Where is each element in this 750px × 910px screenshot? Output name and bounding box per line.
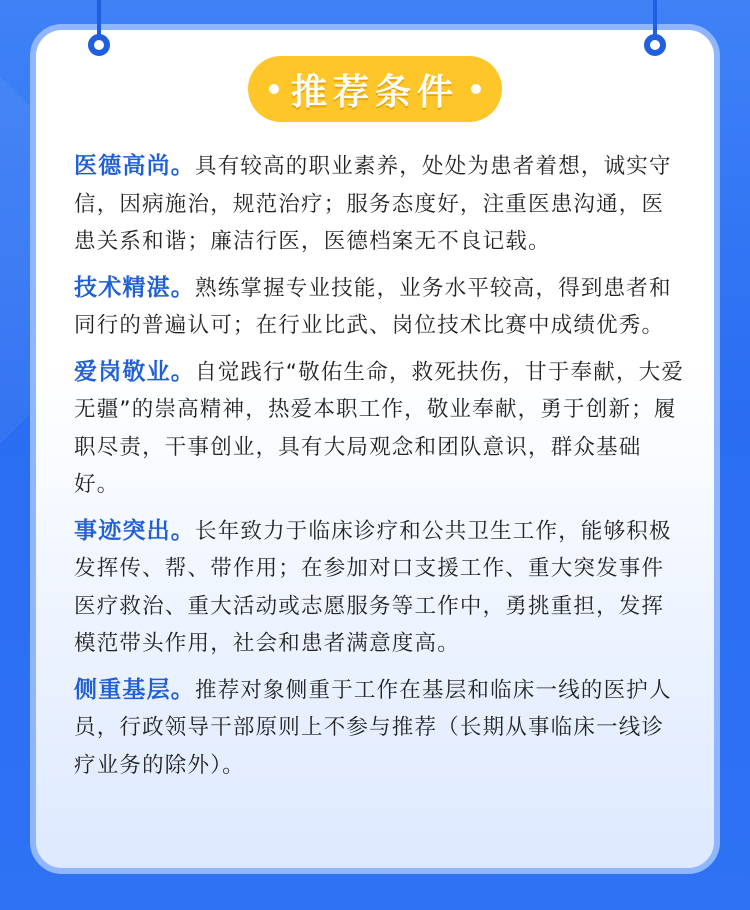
condition-paragraph (74, 270, 686, 345)
title-badge (248, 56, 502, 122)
condition-text: 自觉践行“敬佑生命，救死扶伤，甘于奉献，大爱无疆”的崇高精神，热爱本职工作，敬业奉献，勇于创新；履职尽责，干事创业，具有大局观念和团队意识，群众基础好。 (74, 359, 685, 497)
dot-icon (471, 84, 481, 94)
condition-heading: 技术精湛。 (74, 274, 195, 301)
condition-paragraph (74, 513, 686, 663)
conditions-list (74, 148, 686, 793)
condition-heading: 事迹突出。 (74, 517, 195, 544)
dot-icon (269, 84, 279, 94)
condition-paragraph (74, 354, 686, 504)
condition-heading: 医德高尚。 (74, 153, 195, 179)
condition-paragraph (74, 148, 686, 261)
page-title: 推荐条件 (290, 71, 459, 113)
condition-heading: 爱岗敬业。 (74, 358, 195, 385)
condition-text: 具有较高的职业素养，处处为患者着想，诚实守信，因病施治，规范治疗；服务态度好，注重医患沟通，医患关系和谐；廉洁行医，医德档案无不良记载。 (74, 154, 672, 254)
binder-ring-left-icon (88, 34, 110, 56)
condition-heading: 侧重基层。 (74, 676, 195, 703)
condition-paragraph (74, 672, 686, 785)
condition-text: 熟练掌握专业技能，业务水平较高，得到患者和同行的普遍认可；在行业比武、岗位技术比赛中成绩优秀。 (74, 275, 672, 338)
binder-ring-right-icon (644, 34, 666, 56)
condition-text: 推荐对象侧重于工作在基层和临床一线的医护人员，行政领导干部原则上不参与推荐（长期从事临床一线诊疗业务的除外）。 (74, 677, 672, 778)
condition-text: 长年致力于临床诊疗和公共卫生工作，能够积极发挥传、帮、带作用；在参加对口支援工作、重大突发事件医疗救治、重大活动或志愿服务等工作中，勇挑重担，发挥模范带头作用，社会和患者满意度高。 (74, 518, 672, 656)
